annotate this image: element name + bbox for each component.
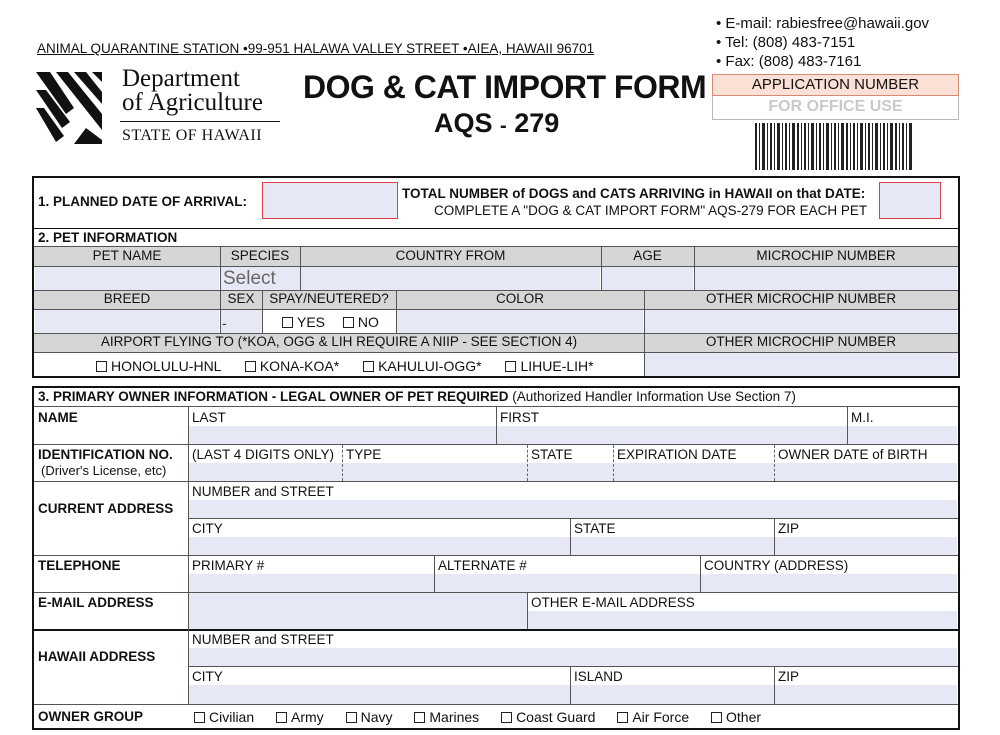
group-marines-checkbox[interactable] <box>414 712 425 723</box>
group-army-option[interactable] <box>276 709 324 725</box>
current-zip-label: ZIP <box>778 521 800 536</box>
grid-line <box>34 309 958 310</box>
owner-dob-field[interactable] <box>775 463 957 481</box>
hawaii-city-label: CITY <box>192 669 223 684</box>
grid-line <box>527 593 528 629</box>
hawaii-city-field[interactable] <box>189 685 570 704</box>
grid-line <box>694 247 695 290</box>
grid-line <box>496 407 497 444</box>
office-use-label: FOR OFFICE USE <box>768 98 903 115</box>
name-label: NAME <box>38 410 78 425</box>
color-field[interactable] <box>397 310 643 333</box>
col-species: SPECIES <box>230 248 290 263</box>
col-other-microchip: OTHER MICROCHIP NUMBER <box>705 291 897 306</box>
grid-line <box>34 333 958 334</box>
total-pets-label: TOTAL NUMBER of DOGS and CATS ARRIVING in HAWAII on that DATE: <box>402 186 866 201</box>
id-last4-field[interactable] <box>189 463 342 481</box>
hawaii-island-label: ISLAND <box>574 669 623 684</box>
group-coast-guard-checkbox[interactable] <box>501 712 512 723</box>
barcode-icon <box>755 123 915 170</box>
airport-options <box>96 358 594 374</box>
grid-line <box>434 556 435 592</box>
airport-hnl-checkbox[interactable] <box>96 361 107 372</box>
airport-lih-checkbox[interactable] <box>505 361 516 372</box>
station-address: ANIMAL QUARANTINE STATION •99-951 HALAWA VALLEY STREET •AIEA, HAWAII 96701 <box>37 41 595 56</box>
owner-group-options <box>194 709 761 725</box>
first-name-field[interactable] <box>497 426 847 444</box>
office-use-box <box>712 96 959 120</box>
hawaii-number-street-label: NUMBER and STREET <box>192 632 334 647</box>
arrival-date-field[interactable] <box>262 182 398 219</box>
application-number-label: APPLICATION NUMBER <box>751 76 920 93</box>
primary-phone-label: PRIMARY # <box>192 558 265 573</box>
hawaii-address-label: HAWAII ADDRESS <box>38 649 156 664</box>
form-code-number: 279 <box>514 108 560 138</box>
hawaii-street-field[interactable] <box>189 648 957 666</box>
current-city-label: CITY <box>192 521 223 536</box>
grid-line <box>34 704 958 705</box>
form-code-dash: - <box>500 115 507 137</box>
airport-lih-label: LIHUE-LIH* <box>520 358 594 374</box>
logo-divider <box>120 121 280 122</box>
group-marines-label: Marines <box>429 709 480 725</box>
airport-flying-to-label: AIRPORT FLYING TO (*KOA, OGG & LIH REQUIRE A NIIP - SEE SECTION 4) <box>100 334 578 349</box>
group-other-checkbox[interactable] <box>711 712 722 723</box>
contact-fax: • Fax: (808) 483-7161 <box>716 53 862 70</box>
other-email-label: OTHER E-MAIL ADDRESS <box>531 595 695 610</box>
id-type-field[interactable] <box>343 463 527 481</box>
group-coast-guard-label: Coast Guard <box>516 709 596 725</box>
email-field[interactable] <box>189 593 527 629</box>
middle-initial-field[interactable] <box>848 426 957 444</box>
section-1-divider <box>34 228 958 229</box>
spay-no-checkbox[interactable] <box>343 317 354 328</box>
country-address-label: COUNTRY (ADDRESS) <box>704 558 849 573</box>
group-navy-label: Navy <box>360 709 393 725</box>
age-field[interactable] <box>602 267 693 290</box>
current-city-field[interactable] <box>189 537 570 555</box>
group-navy-option[interactable] <box>346 709 393 725</box>
airport-ogg-option[interactable] <box>363 358 481 374</box>
id-number-note: (Driver's License, etc) <box>41 463 167 478</box>
current-zip-field[interactable] <box>775 537 957 555</box>
id-type-label: TYPE <box>346 447 382 462</box>
pet-name-field[interactable] <box>35 267 219 290</box>
col-country-from: COUNTRY FROM <box>395 248 506 263</box>
group-air-force-option[interactable] <box>617 709 689 725</box>
group-marines-option[interactable] <box>414 709 479 725</box>
telephone-label: TELEPHONE <box>38 558 121 573</box>
other-microchip-field[interactable] <box>645 310 957 333</box>
current-number-street-label: NUMBER and STREET <box>192 484 334 499</box>
expiration-date-field[interactable] <box>614 463 774 481</box>
pet-info-heading: 2. PET INFORMATION <box>38 230 178 245</box>
grid-line <box>601 247 602 290</box>
species-select[interactable] <box>220 267 300 290</box>
grid-line <box>34 444 958 445</box>
col-pet-name: PET NAME <box>92 248 162 263</box>
id-state-field[interactable] <box>528 463 613 481</box>
grid-line <box>396 290 397 333</box>
group-other-option[interactable] <box>711 709 761 725</box>
application-number-box <box>712 74 959 96</box>
alternate-phone-label: ALTERNATE # <box>438 558 527 573</box>
last-name-label: LAST <box>192 410 226 425</box>
grid-line <box>34 481 958 482</box>
microchip-field[interactable] <box>695 267 957 290</box>
first-name-label: FIRST <box>500 410 539 425</box>
airport-ogg-label: KAHULUI-OGG* <box>378 358 482 374</box>
sex-select[interactable] <box>220 310 262 333</box>
col-spay-neutered: SPAY/NEUTERED? <box>269 291 389 306</box>
contact-tel: • Tel: (808) 483-7151 <box>716 34 856 51</box>
group-civilian-checkbox[interactable] <box>194 712 205 723</box>
group-air-force-checkbox[interactable] <box>617 712 628 723</box>
col-breed: BREED <box>103 291 151 306</box>
current-street-field[interactable] <box>189 500 957 518</box>
last-4-digits-label: (LAST 4 DIGITS ONLY) <box>192 447 335 462</box>
form-code <box>434 108 559 141</box>
id-state-label: STATE <box>531 447 573 462</box>
grid-line <box>34 246 958 247</box>
spay-yes-option[interactable] <box>282 314 325 330</box>
group-civilian-label: Civilian <box>209 709 255 725</box>
grid-line <box>220 247 221 333</box>
arrival-date-label: 1. PLANNED DATE OF ARRIVAL: <box>38 194 247 209</box>
group-army-label: Army <box>291 709 324 725</box>
grid-line <box>644 290 645 376</box>
hawaii-island-field[interactable] <box>571 685 774 704</box>
alternate-phone-field[interactable] <box>435 574 700 592</box>
grid-line <box>188 407 189 704</box>
email-address-label: E-MAIL ADDRESS <box>38 595 154 610</box>
current-address-label: CURRENT ADDRESS <box>38 501 174 516</box>
contact-email: • E-mail: rabiesfree@hawaii.gov <box>716 15 930 32</box>
grid-line <box>774 445 775 481</box>
country-address-field[interactable] <box>701 574 957 592</box>
airport-lih-option[interactable] <box>505 358 593 374</box>
other-email-field[interactable] <box>528 611 957 629</box>
owner-info-heading-bold: 3. PRIMARY OWNER INFORMATION - LEGAL OWNER OF PET REQUIRED <box>38 389 509 404</box>
col-other-microchip-2: OTHER MICROCHIP NUMBER <box>705 334 897 349</box>
airport-koa-option[interactable] <box>245 358 339 374</box>
species-select-value: Select <box>223 268 276 289</box>
group-air-force-label: Air Force <box>632 709 690 725</box>
grid-line <box>262 290 263 333</box>
grid-line <box>188 518 958 519</box>
grid-line <box>774 519 775 555</box>
country-from-field[interactable] <box>301 267 600 290</box>
last-name-field[interactable] <box>189 426 496 444</box>
grid-line <box>847 407 848 444</box>
grid-line <box>188 666 958 667</box>
grid-line <box>774 667 775 704</box>
group-civilian-option[interactable] <box>194 709 254 725</box>
primary-phone-field[interactable] <box>189 574 434 592</box>
airport-koa-checkbox[interactable] <box>245 361 256 372</box>
hawaii-zip-field[interactable] <box>775 685 957 704</box>
breed-field[interactable] <box>35 310 219 333</box>
spay-yes-checkbox[interactable] <box>282 317 293 328</box>
total-pets-field[interactable] <box>879 182 941 219</box>
grid-line <box>527 445 528 481</box>
id-number-label: IDENTIFICATION NO. <box>38 447 173 462</box>
airport-ogg-checkbox[interactable] <box>363 361 374 372</box>
dept-name-line2: of Agriculture <box>122 89 263 116</box>
group-navy-checkbox[interactable] <box>346 712 357 723</box>
grid-line <box>34 266 958 267</box>
dept-name-line1: Department <box>122 65 241 92</box>
grid-line <box>34 555 958 556</box>
grid-line <box>613 445 614 481</box>
expiration-date-label: EXPIRATION DATE <box>617 447 737 462</box>
owner-info-heading <box>38 389 796 404</box>
owner-info-heading-note: (Authorized Handler Information Use Section 7) <box>508 389 796 404</box>
airport-hnl-label: HONOLULU-HNL <box>111 358 221 374</box>
grid-line <box>34 352 958 353</box>
group-coast-guard-option[interactable] <box>501 709 595 725</box>
department-logo-icon <box>36 70 104 144</box>
col-color: COLOR <box>495 291 544 306</box>
form-title: DOG & CAT IMPORT FORM <box>303 69 707 105</box>
group-other-label: Other <box>726 709 762 725</box>
spay-no-option[interactable] <box>343 314 379 330</box>
col-microchip: MICROCHIP NUMBER <box>756 248 896 263</box>
grid-line <box>34 290 958 291</box>
owner-group-label: OWNER GROUP <box>38 709 144 724</box>
grid-line <box>570 519 571 555</box>
airport-koa-label: KONA-KOA* <box>259 358 340 374</box>
grid-line <box>342 445 343 481</box>
middle-initial-label: M.I. <box>851 410 874 425</box>
spay-no-label: NO <box>357 314 379 330</box>
owner-dob-label: OWNER DATE of BIRTH <box>778 447 928 462</box>
hawaii-zip-label: ZIP <box>778 669 800 684</box>
spay-yes-label: YES <box>297 314 326 330</box>
sex-select-value: - <box>222 315 227 331</box>
grid-line <box>300 247 301 290</box>
grid-line <box>700 556 701 592</box>
grid-line <box>570 667 571 704</box>
grid-line <box>34 629 958 631</box>
current-state-field[interactable] <box>571 537 774 555</box>
airport-hnl-option[interactable] <box>96 358 221 374</box>
group-army-checkbox[interactable] <box>276 712 287 723</box>
current-state-label: STATE <box>574 521 616 536</box>
other-microchip-field-2[interactable] <box>645 353 957 376</box>
col-age: AGE <box>633 248 662 263</box>
complete-form-note: COMPLETE A "DOG & CAT IMPORT FORM" AQS-279 FOR EACH PET <box>434 203 868 218</box>
spay-options <box>282 314 379 330</box>
form-code-prefix: AQS <box>434 108 493 138</box>
state-of-hawaii: STATE OF HAWAII <box>122 127 263 144</box>
col-sex: SEX <box>227 291 255 306</box>
